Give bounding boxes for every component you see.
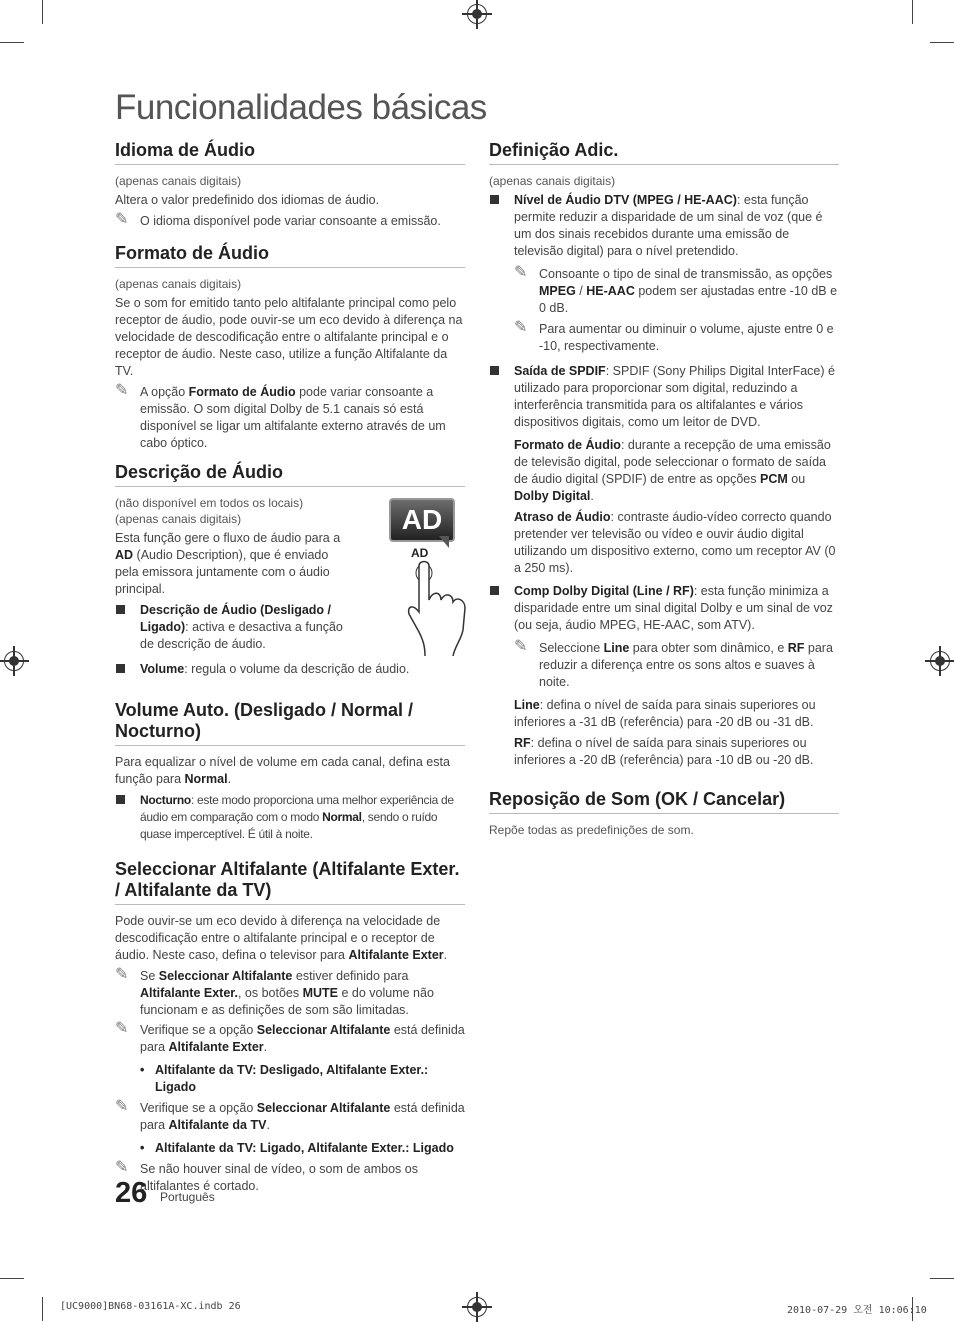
section-seleccionar [115, 859, 465, 1195]
sub-item: Line: defina o nível de saída para sinais superiores ou inferiores a -31 dB (referência) para -20 dB ou -31 dB. [514, 698, 816, 729]
registration-mark-icon [930, 651, 950, 671]
square-bullet-icon [490, 366, 499, 375]
note: ✎ Consoante o tipo de sinal de transmissão, as opções MPEG / HE-AAC podem ser ajustadas entre -10 dB e 0 dB. [514, 264, 838, 315]
left-column [115, 140, 465, 1198]
footer-timestamp: 2010-07-29 오전 10:06:10 [787, 1305, 927, 1316]
section-heading: Reposição de Som (OK / Cancelar) [489, 789, 839, 814]
page-language: Português [160, 1190, 215, 1204]
section-body: Repõe todas as predefinições de som. [489, 823, 694, 837]
section-heading: Formato de Áudio [115, 243, 465, 268]
section-body: Para equalizar o nível de volume em cada canal, defina esta função para Normal. [115, 755, 450, 786]
note-pencil-icon: ✎ [115, 1098, 129, 1115]
list-item: • Altifalante da TV: Desligado, Altifalante Exter.: Ligado [140, 1063, 429, 1094]
note-pencil-icon: ✎ [115, 966, 129, 983]
square-bullet-icon [116, 795, 125, 804]
section-formato [115, 243, 465, 452]
section-heading: Seleccionar Altifalante (Altifalante Exter. / Altifalante da TV) [115, 859, 465, 905]
crop-mark [42, 1297, 43, 1321]
note: ✎ Se Seleccionar Altifalante estiver definido para Altifalante Exter., os botões MUTE e do volume não funcionam e as definições de som são limitadas. [115, 966, 434, 1017]
crop-mark [912, 0, 913, 24]
list-item: Comp Dolby Digital (Line / RF): esta função minimiza a disparidade entre um sinal digital Dolby e um sinal de voz (ou seja, áudio MPEG, HE-AAC, som ATV). [489, 583, 839, 634]
bullet-dot-icon: • [140, 1063, 145, 1077]
crop-mark [0, 42, 24, 43]
list-item: Nocturno: este modo proporciona uma melhor experiência de áudio em comparação com o modo Normal, sendo o ruído quase imperceptível. É útil à noite. [115, 792, 465, 843]
ad-remote-illustration [387, 492, 467, 657]
section-subtitle: (apenas canais digitais) [489, 174, 616, 188]
section-body: Esta função gere o fluxo de áudio para a AD (Audio Description), que é enviado pela emissora juntamente com o áudio principal. [115, 531, 341, 596]
section-body: Altera o valor predefinido dos idiomas de áudio. [115, 193, 380, 207]
note-pencil-icon: ✎ [115, 1020, 129, 1037]
section-body: Pode ouvir-se um eco devido à diferença na velocidade de descodificação entre o altifalante principal e o receptor de áudio. Neste caso, defina o televisor para Altifalante Exter. [115, 914, 448, 962]
note: ✎ A opção Formato de Áudio pode variar consoante a emissão. O som digital Dolby de 5.1 canais só está disponível se ligar um altifalante externo através de um cabo óptico. [115, 382, 446, 450]
registration-mark-icon [467, 1297, 487, 1317]
note: ✎ Para aumentar ou diminuir o volume, ajuste entre 0 e -10, respectivamente. [514, 319, 834, 353]
sub-item: RF: defina o nível de saída para sinais superiores ou inferiores a -20 dB (referência) para -10 dB ou -20 dB. [514, 736, 814, 767]
square-bullet-icon [116, 664, 125, 673]
page-title: Funcionalidades básicas [115, 88, 487, 127]
section-subtitle: (apenas canais digitais) [115, 174, 242, 188]
section-heading: Idioma de Áudio [115, 140, 465, 165]
square-bullet-icon [116, 605, 125, 614]
section-heading: Descrição de Áudio [115, 462, 465, 487]
section-volume [115, 700, 465, 843]
section-definicao [489, 140, 839, 769]
right-column [489, 140, 839, 841]
section-descricao [115, 462, 465, 678]
note: ✎ Seleccione Line para obter som dinâmico, e RF para reduzir a diferença entre os sons altos e suaves à noite. [514, 638, 833, 689]
bullet-dot-icon: • [140, 1141, 145, 1155]
page-number: 26 [115, 1177, 148, 1209]
note: ✎ O idioma disponível pode variar consoante a emissão. [115, 211, 441, 228]
list-item: Nível de Áudio DTV (MPEG / HE-AAC): esta função permite reduzir a disparidade de um sinal de voz (que é um dos sinais recebidos durante uma emissão de televisão digital) para o nível pretendido. [489, 192, 839, 260]
section-heading: Volume Auto. (Desligado / Normal / Nocturno) [115, 700, 465, 746]
list-item: Descrição de Áudio (Desligado / Ligado): activa e desactiva a função de descrição de áudio. [115, 602, 350, 653]
section-idioma [115, 140, 465, 230]
list-item: Volume: regula o volume da descrição de áudio. [115, 661, 465, 678]
section-body: Se o som for emitido tanto pelo altifalante principal como pelo receptor de áudio, pode ouvir-se um eco devido à diferença na velocidade de descodificação entre o altifalante principal e o receptor de áudio. Neste caso, utilize a função Altifalante da TV. [115, 296, 463, 378]
hand-pointing-icon [405, 560, 469, 656]
ad-button-icon: AD [389, 498, 455, 542]
section-heading: Definição Adic. [489, 140, 839, 165]
note: ✎ Verifique se a opção Seleccionar Altifalante está definida para Altifalante Exter. [115, 1020, 465, 1054]
list-item: • Altifalante da TV: Ligado, Altifalante Exter.: Ligado [140, 1141, 454, 1155]
note-pencil-icon: ✎ [514, 638, 528, 655]
sub-item: Formato de Áudio: durante a recepção de uma emissão de televisão digital, pode seleccionar o formato de saída de áudio digital (SPDIF) de entre as opções PCM ou Dolby Digital. [514, 438, 831, 503]
list-item: Saída de SPDIF: SPDIF (Sony Philips Digital InterFace) é utilizado para proporcionar som digital, reduzindo a interferência transmitida para os altifalantes e vários dispositivos digitais, como um leitor de DVD. [489, 363, 839, 431]
sub-item: Atraso de Áudio: contraste áudio-vídeo correcto quando pretender ver televisão ou vídeo e ouvir áudio digital utilizando um dispositivo externo, como um receptor AV (0 a 250 ms). [514, 510, 836, 575]
note-pencil-icon: ✎ [514, 264, 528, 281]
crop-mark [0, 1278, 24, 1279]
note-pencil-icon: ✎ [115, 211, 129, 228]
crop-mark [930, 42, 954, 43]
note-pencil-icon: ✎ [115, 382, 129, 399]
note-pencil-icon: ✎ [514, 319, 528, 336]
note: ✎ Se não houver sinal de vídeo, o som de ambos os altifalantes é cortado. [115, 1159, 418, 1193]
section-subtitle: (não disponível em todos os locais) [115, 496, 304, 510]
footer-file-info: [UC9000]BN68-03161A-XC.indb 26 [60, 1301, 241, 1312]
note-pencil-icon: ✎ [115, 1159, 129, 1176]
section-reposicao [489, 789, 839, 838]
section-subtitle: (apenas canais digitais) [115, 512, 242, 526]
square-bullet-icon [490, 586, 499, 595]
registration-mark-icon [4, 651, 24, 671]
note: ✎ Verifique se a opção Seleccionar Altifalante está definida para Altifalante da TV. [115, 1098, 465, 1132]
ad-pointer-icon [439, 536, 449, 548]
crop-mark [930, 1278, 954, 1279]
crop-mark [42, 0, 43, 24]
section-subtitle: (apenas canais digitais) [115, 277, 242, 291]
ad-label: AD [411, 546, 429, 560]
square-bullet-icon [490, 195, 499, 204]
registration-mark-icon [467, 4, 487, 24]
